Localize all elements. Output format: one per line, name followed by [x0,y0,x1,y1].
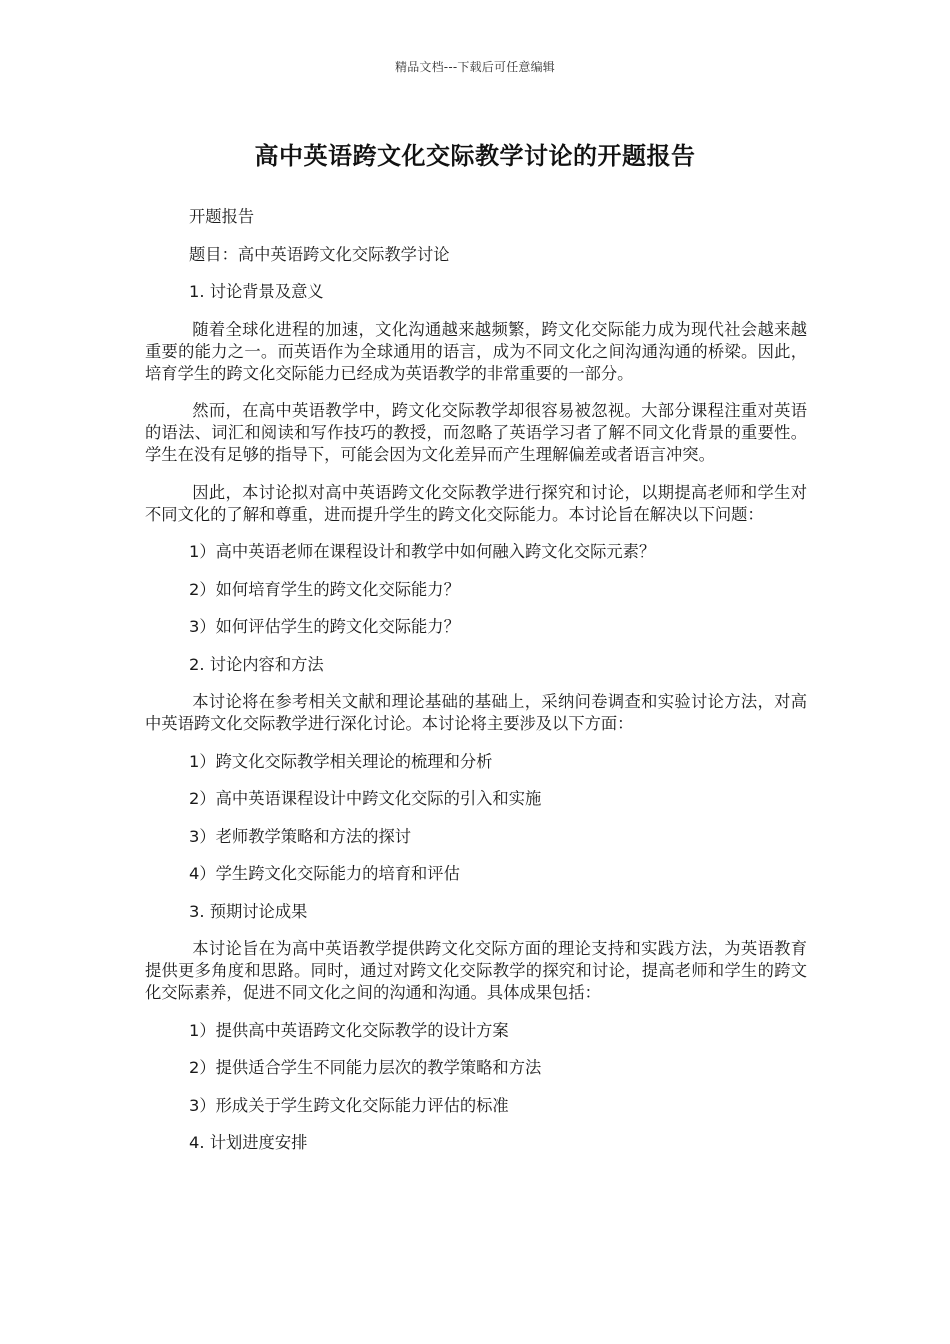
list-item: 3）形成关于学生跨文化交际能力评估的标准 [189,1095,509,1115]
body-paragraph: 随着全球化进程的加速，文化沟通越来越频繁，跨文化交际能力成为现代社会越来越重要的能力之一。而英语作为全球通用的语言，成为不同文化之间沟通沟通的桥梁。因此，培育学生的跨文化交际能力已经成为英语教学的非常重要的一部分。 [145,319,807,383]
list-item: 4）学生跨文化交际能力的培育和评估 [189,864,460,883]
list-item: 1）跨文化交际教学相关理论的梳理和分析 [189,751,493,771]
document-title: 高中英语跨文化交际教学讨论的开题报告 [254,142,696,170]
body-paragraph: 因此，本讨论拟对高中英语跨文化交际教学进行探究和讨论，以期提高老师和学生对不同文化的了解和尊重，进而提升学生的跨文化交际能力。本讨论旨在解决以下问题： [145,482,807,524]
list-item: 3. 预期讨论成果 [189,901,308,921]
list-item: 2. 讨论内容和方法 [189,654,324,674]
list-item: 题目：高中英语跨文化交际教学讨论 [189,244,450,264]
list-item: 1. 讨论背景及意义 [189,282,324,301]
list-item: 4. 计划进度安排 [189,1133,308,1152]
list-item: 2）如何培育学生的跨文化交际能力？ [189,579,460,599]
body-paragraph: 本讨论将在参考相关文献和理论基础的基础上，采纳问卷调查和实验讨论方法，对高中英语跨文化交际教学进行深化讨论。本讨论将主要涉及以下方面： [145,692,807,733]
list-item: 开题报告 [189,207,255,226]
list-item: 2）高中英语课程设计中跨文化交际的引入和实施 [189,789,542,808]
document-body [145,206,807,1170]
list-item: 1）高中英语老师在课程设计和教学中如何融入跨文化交际元素？ [189,542,656,561]
body-paragraph: 本讨论旨在为高中英语教学提供跨文化交际方面的理论支持和实践方法，为英语教育提供更多角度和思路。同时，通过对跨文化交际教学的探究和讨论，提高老师和学生的跨文化交际素养，促进不同文化之间的沟通和沟通。具体成果包括： [145,939,807,1002]
list-item: 2）提供适合学生不同能力层次的教学策略和方法 [189,1058,542,1077]
list-item: 1）提供高中英语跨文化交际教学的设计方案 [189,1020,509,1040]
header-note: 精品文档---下载后可任意编辑 [395,60,555,74]
body-paragraph: 然而，在高中英语教学中，跨文化交际教学却很容易被忽视。大部分课程注重对英语的语法、词汇和阅读和写作技巧的教授，而忽略了英语学习者了解不同文化背景的重要性。学生在没有足够的指导下，可能会因为文化差异而产生理解偏差或者语言冲突。 [145,401,807,464]
list-item: 3）如何评估学生的跨文化交际能力？ [189,617,460,636]
list-item: 3）老师教学策略和方法的探讨 [189,826,412,846]
